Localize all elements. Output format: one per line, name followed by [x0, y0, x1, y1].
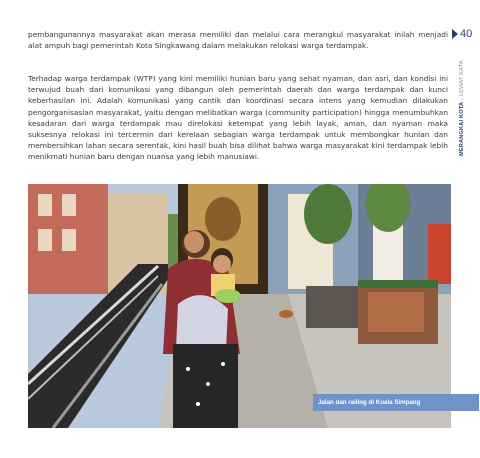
body-paragraph-1: pembangunannya masyarakat akan merasa memiliki dan melalui cara merangkul masyarakat inilah menjadi alat ampuh bagi pemerintah Kota Singkawang dalam melakukan relokasi warga terdampak. [28, 30, 448, 51]
body-paragraph-2: Terhadap warga terdampak (WTP) yang kini memiliki hunian baru yang sehat nyaman, dan asri, dan kondisi ini terwujud buah dari komunikasi yang dibangun oleh pemerintah daerah dan warga terdampak dan kunci keberhasilan ini. Adalah komunikasi yang cantik dan koordinasi secara intens yang kemudian dilakukan pengorganisasian masyarakat, yaitu dengan melibatkan warga (community participation) hingga menumbuhkan kesadaran dari warga terdampak mau direlokasi ketempat yang lebih layak, aman, dan nyaman maka suksesnya relokasi ini tercermin dari kerelaan sebagian warga terdampak untuk membongkar hunian dan membersihkan lahan secara serentak, kini hasil buah bisa dilihat bahwa warga masyarakat kini terdampak lebih menikmati hunian baru dengan nuansa yang lebih manusiawi. [28, 74, 448, 162]
page-marker-icon [452, 29, 458, 39]
page-number-text: 40 [460, 28, 473, 40]
street-photo-illustration [28, 184, 451, 428]
side-label-bold: MERANGKAI KOTA [459, 101, 465, 156]
page-number [452, 28, 472, 40]
section-side-label [459, 44, 471, 156]
street-photo [28, 184, 451, 428]
photo-caption: Jalan dan railing di Kuala Simpang [313, 394, 479, 411]
side-label-light: · LEWAT KATA [459, 60, 465, 102]
